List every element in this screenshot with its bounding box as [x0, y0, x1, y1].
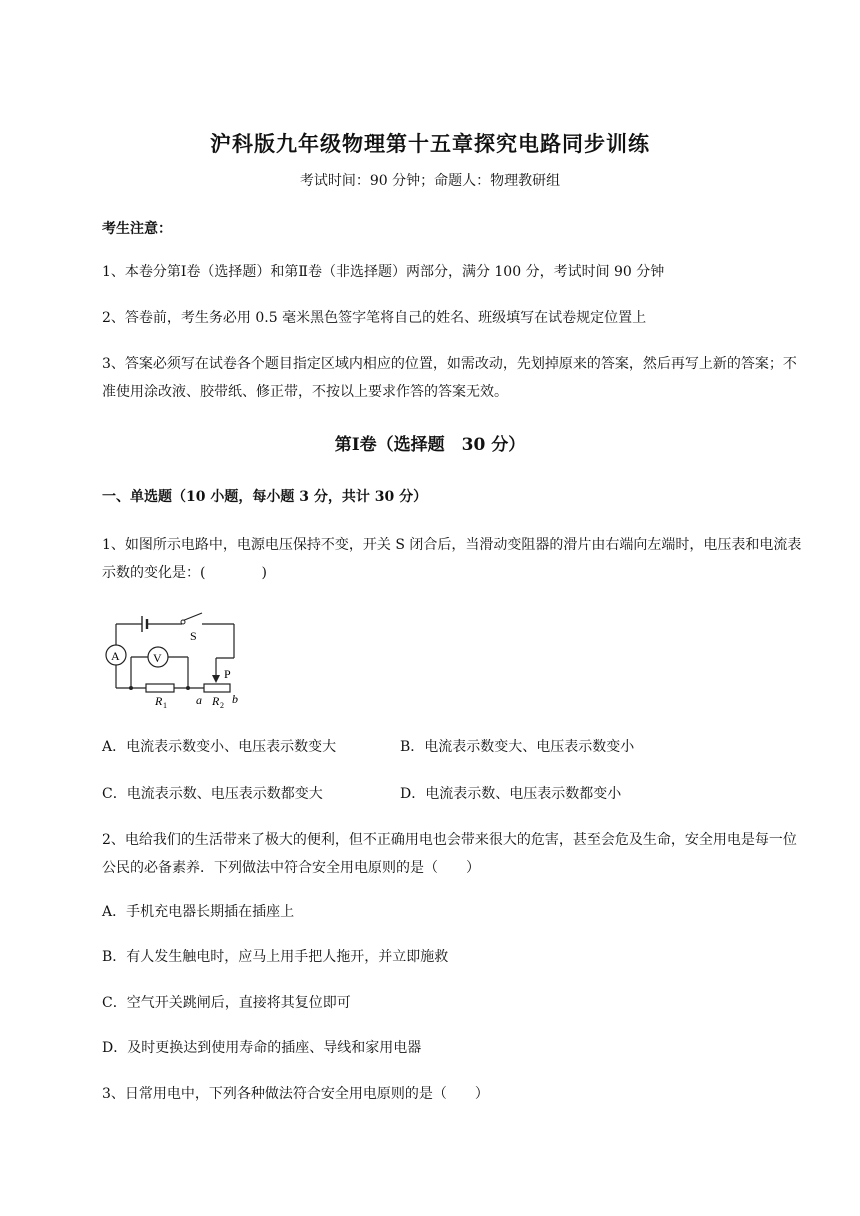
notice-item-1: 1、本卷分第Ⅰ卷（选择题）和第Ⅱ卷（非选择题）两部分，满分 100 分，考试时间 90 分钟 — [102, 264, 665, 280]
junction-dot — [186, 686, 190, 690]
exam-subtitle: 考试时间：90 分钟；命题人：物理教研组 — [299, 173, 561, 189]
question-2-option-b[interactable]: B．有人发生触电时，应马上用手把人拖开，并立即施救 — [102, 949, 449, 965]
resistor-r1 — [146, 684, 174, 692]
notice-item-2: 2、答卷前，考生务必用 0.5 毫米黑色签字笔将自己的姓名、班级填写在试卷规定位置上 — [102, 310, 647, 326]
exam-title: 沪科版九年级物理第十五章探究电路同步训练 — [210, 131, 650, 156]
question-2-option-c[interactable]: C．空气开关跳闸后，直接将其复位即可 — [102, 995, 351, 1011]
r1-label: R — [155, 694, 163, 708]
slider-arrow-icon — [212, 675, 220, 683]
question-1-option-a[interactable]: A．电流表示数变小、电压表示数变大 — [102, 739, 337, 755]
terminal-a-label: a — [196, 693, 202, 707]
voltmeter-label: V — [153, 651, 162, 665]
switch-label: S — [190, 629, 197, 643]
junction-dot — [129, 686, 133, 690]
question-1-option-c[interactable]: C．电流表示数、电压表示数都变大 — [102, 786, 323, 802]
r1-subscript: 1 — [163, 701, 167, 710]
voltmeter-icon — [148, 647, 168, 667]
section-title: 第Ⅰ卷（选择题 30 分） — [334, 435, 526, 455]
terminal-b-label: b — [232, 692, 238, 706]
question-1-option-b[interactable]: B．电流表示数变大、电压表示数变小 — [400, 739, 635, 755]
question-1-stem: 1、如图所示电路中，电源电压保持不变，开关 S 闭合后，当滑动变阻器的滑片由右端向左端时，电压表和电流表示数的变化是：( ) — [102, 537, 802, 581]
question-3-stem: 3、日常用电中，下列各种做法符合安全用电原则的是（ ） — [102, 1086, 489, 1102]
question-group-title: 一、单选题（10 小题，每小题 3 分，共计 30 分） — [102, 489, 428, 505]
notice-heading: 考生注意： — [102, 221, 172, 237]
switch-pivot-icon — [181, 620, 185, 624]
notice-item-3: 3、答案必须写在试卷各个题目指定区域内相应的位置，如需改动，先划掉原来的答案，然后再写上新的答案；不准使用涂改液、胶带纸、修正带，不按以上要求作答的答案无效。 — [102, 356, 797, 400]
question-2-stem: 2、电给我们的生活带来了极大的便利，但不正确用电也会带来很大的危害，甚至会危及生命，安全用电是每一位公民的必备素养．下列做法中符合安全用电原则的是（ ） — [102, 832, 797, 876]
question-2-option-a[interactable]: A．手机充电器长期插在插座上 — [102, 904, 295, 920]
r2-subscript: 2 — [220, 701, 224, 710]
ammeter-label: A — [111, 649, 120, 663]
r2-label: R — [212, 694, 220, 708]
circuit-diagram — [100, 608, 250, 710]
question-2-option-d[interactable]: D．及时更换达到使用寿命的插座、导线和家用电器 — [102, 1040, 422, 1056]
question-1-option-d[interactable]: D．电流表示数、电压表示数都变小 — [400, 786, 622, 802]
battery-icon — [142, 616, 147, 632]
ammeter-icon — [106, 645, 126, 665]
rheostat-r2 — [204, 684, 230, 692]
slider-label: P — [224, 667, 231, 681]
